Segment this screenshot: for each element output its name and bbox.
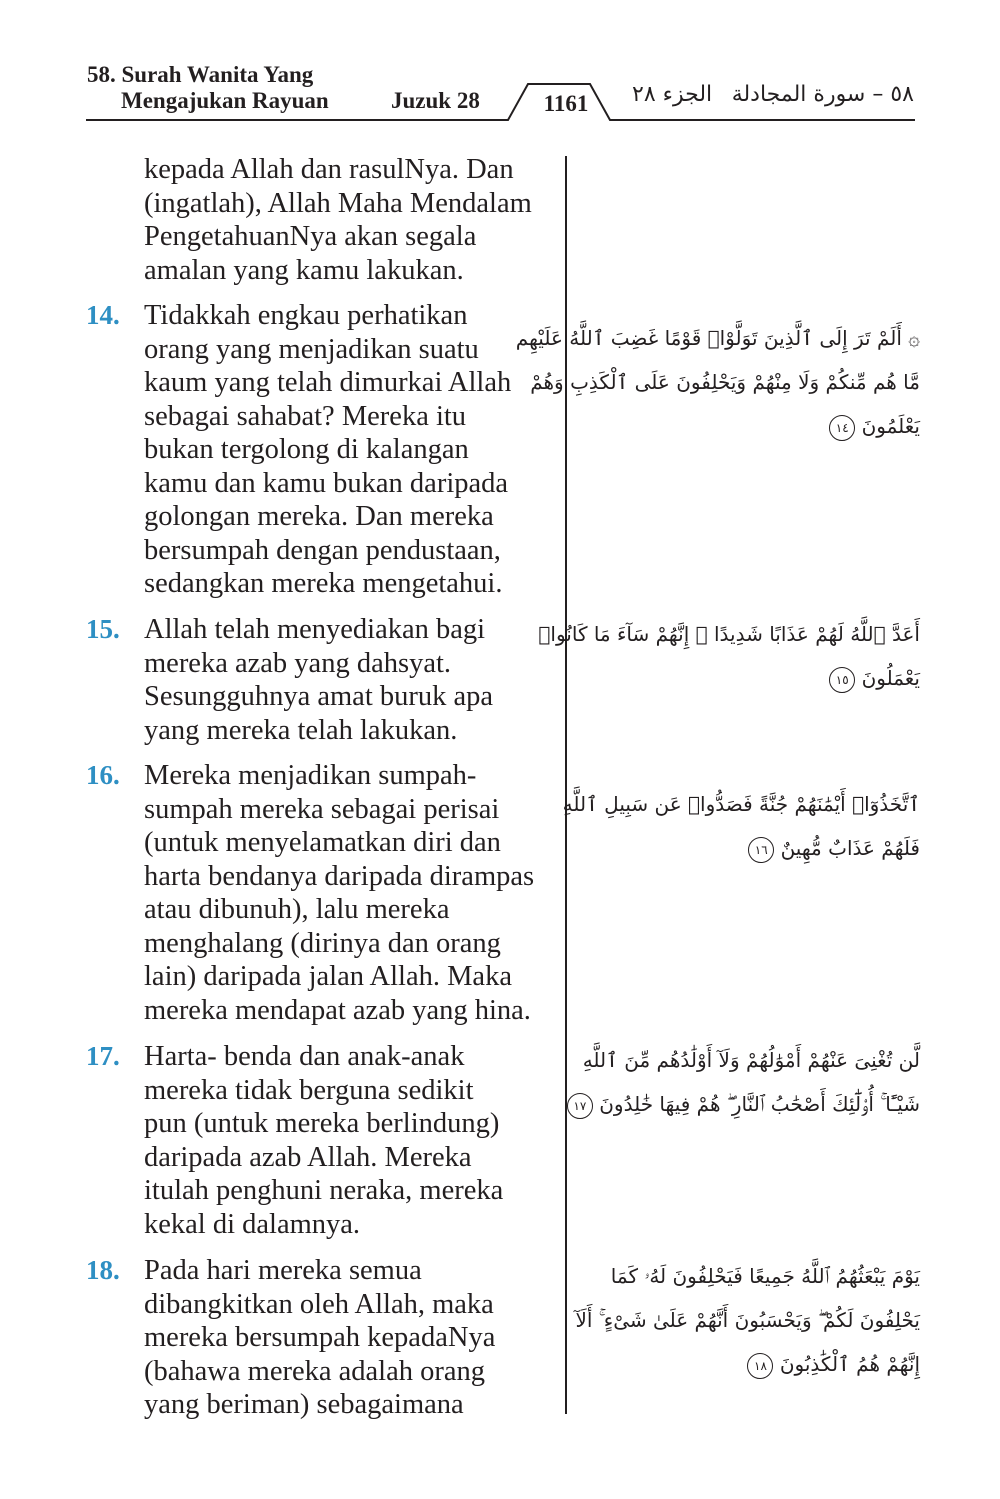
ayah-end-marker: ١٧ [567, 1093, 593, 1119]
text-line: Tidakkah engkau perhatikan [144, 300, 468, 331]
text-line: golongan mereka. Dan mereka [144, 501, 494, 532]
text-line: sebagai sahabat? Mereka itu [144, 400, 467, 432]
arabic-line: يَوْمَ يَبْعَثُهُمُ ٱللَّهُ جَمِيعًا فَيَحْلِفُونَ لَهُۥ كَمَا [610, 1264, 920, 1288]
text-line: kaum yang telah dimurkai Allah [144, 367, 512, 398]
text-line: harta bendanya daripada dirampas [144, 860, 535, 892]
arabic-line: ۞ أَلَمْ تَرَ إِلَى ٱلَّذِينَ تَوَلَّوْا۟ قَوْمًا غَضِبَ ٱللَّهُ عَلَيْهِم [515, 326, 920, 350]
text-line: mereka bersumpah kepadaNya [144, 1322, 496, 1353]
text-line: sedangkan mereka mengetahui. [144, 568, 503, 599]
text-line: Allah telah menyediakan bagi [144, 614, 486, 645]
text-line: bukan tergolong di kalangan [144, 434, 469, 465]
verse-number: 17. [86, 1041, 120, 1071]
verse-16-translation [86, 759, 560, 1027]
text-line: mereka mendapat azab yang hina. [144, 994, 531, 1026]
text-line: amalan yang kamu lakukan. [144, 254, 464, 286]
text-line: Mereka menjadikan sumpah- [144, 760, 477, 791]
arabic-line: لَّن تُغْنِىَ عَنْهُمْ أَمْوَٰلُهُمْ وَلَآ أَوْلَٰدُهُم مِّنَ ٱللَّهِ [582, 1048, 920, 1072]
text-line: PengetahuanNya akan segala [144, 221, 477, 252]
arabic-line-text: إِنَّهُمْ هُمُ ٱلْكَٰذِبُونَ [779, 1352, 920, 1376]
arabic-line: ٱتَّخَذُوٓا۟ أَيْمَٰنَهُمْ جُنَّةً فَصَدُّوا۟ عَن سَبِيلِ ٱللَّهِ [562, 792, 920, 816]
text-line: menghalang (dirinya dan orang [144, 927, 501, 959]
juzuk-label: Juzuk 28 [391, 88, 480, 113]
text-line: sumpah mereka sebagai perisai [144, 793, 500, 825]
verse-number: 15. [86, 614, 120, 644]
verse-number: 18. [86, 1255, 120, 1285]
verse-18-translation [86, 1254, 560, 1422]
text-line: mereka tidak berguna sedikit [144, 1074, 474, 1106]
text-line: lain) daripada jalan Allah. Maka [144, 961, 512, 992]
ayah-end-marker: ١٥ [829, 667, 855, 693]
surah-title-line2: Mengajukan Rayuan [121, 88, 329, 113]
arabic-line-text: فَلَهُمْ عَذَابٌ مُّهِينٌ [780, 836, 920, 860]
text-line: daripada azab Allah. Mereka [144, 1141, 472, 1173]
surah-title-arabic: ٥٨ – سورة المجادلة [731, 82, 914, 107]
text-line: itulah penghuni neraka, mereka [144, 1175, 504, 1206]
verse-18-arabic [575, 1254, 920, 1386]
text-line: pun (untuk mereka berlindung) [144, 1108, 500, 1139]
verse-17-arabic [573, 1038, 920, 1126]
ayah-end-marker: ١٨ [747, 1353, 773, 1379]
arabic-line-final [587, 826, 920, 870]
intro-paragraph [86, 153, 560, 287]
arabic-line-text: يَعْمَلُونَ [861, 666, 920, 690]
text-line: yang beriman) sebagaimana [144, 1389, 464, 1420]
verse-14-translation [86, 299, 560, 601]
text-line: kekal di dalamnya. [144, 1208, 361, 1240]
text-line: orang yang menjadikan suatu [144, 333, 479, 365]
text-line: bersumpah dengan pendustaan, [144, 534, 501, 566]
text-line: Pada hari mereka semua [144, 1255, 422, 1286]
verse-15-translation [86, 613, 560, 747]
text-line: Sesungguhnya amat buruk apa [144, 681, 494, 712]
verse-16-arabic [562, 782, 920, 870]
arabic-line-final [587, 1342, 920, 1386]
verse-15-arabic [538, 612, 920, 700]
text-line: (bahawa mereka adalah orang [144, 1355, 486, 1387]
text-line: Harta- benda dan anak-anak [144, 1041, 465, 1072]
arabic-line-text: يَعْلَمُونَ [861, 414, 920, 438]
arabic-line: يَحْلِفُونَ لَكُمْ ۖ وَيَحْسَبُونَ أَنَّهُمْ عَلَىٰ شَىْءٍ ۚ أَلَآ [575, 1308, 920, 1332]
verse-17-translation [86, 1040, 560, 1241]
text-line: atau dibunuh), lalu mereka [144, 894, 450, 925]
text-line: yang mereka telah lakukan. [144, 714, 458, 746]
surah-title-line1: 58. Surah Wanita Yang [87, 62, 314, 87]
text-line: (ingatlah), Allah Maha Mendalam [144, 187, 532, 219]
arabic-line: مَّا هُم مِّنكُمْ وَلَا مِنْهُمْ وَيَحْلِفُونَ عَلَى ٱلْكَذِبِ وَهُمْ [530, 370, 920, 394]
text-line: mereka azab yang dahsyat. [144, 647, 452, 679]
verse-number: 16. [86, 760, 120, 790]
arabic-line-text: شَيْـًٔا ۚ أُو۟لَٰٓئِكَ أَصْحَٰبُ ٱلنَّارِ ۖ هُمْ فِيهَا خَٰلِدُونَ [599, 1092, 920, 1116]
text-line: kepada Allah dan rasulNya. Dan [144, 154, 514, 185]
ayah-end-marker: ١٤ [829, 415, 855, 441]
ayah-end-marker: ١٦ [748, 837, 774, 863]
arabic-line-final [587, 404, 920, 448]
text-line: kamu dan kamu bukan daripada [144, 467, 509, 499]
arabic-line: أَعَدَّ ٱللَّهُ لَهُمْ عَذَابًا شَدِيدًا ۖ إِنَّهُمْ سَآءَ مَا كَانُوا۟ [538, 622, 920, 646]
verse-14-arabic [515, 316, 920, 448]
text-line: (untuk menyelamatkan diri dan [144, 827, 501, 858]
arabic-line-final [587, 656, 920, 700]
verse-number: 14. [86, 300, 120, 330]
text-line: dibangkitkan oleh Allah, maka [144, 1288, 494, 1320]
juz-label-arabic: الجزء ٢٨ [632, 82, 713, 107]
page-number: 1161 [543, 91, 589, 116]
arabic-line-final [573, 1082, 920, 1126]
